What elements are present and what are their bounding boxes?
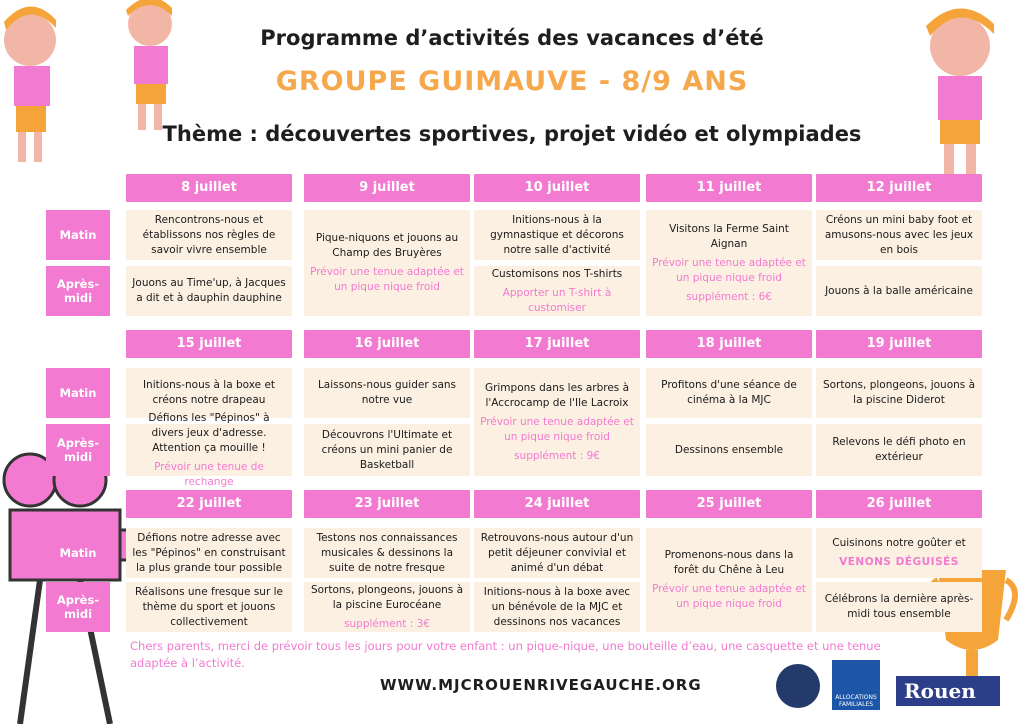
day-header: 23 juillet [304,490,470,518]
activity-cell-apres-midi [474,266,640,316]
activity-text: Visitons la Ferme Saint Aignan [669,222,789,250]
activity-text: Jouons au Time'up, à Jacques a dit et à dauphin dauphine [132,277,286,304]
website-url[interactable]: WWW.MJCROUENRIVEGAUCHE.ORG [380,676,702,694]
activity-text: Testons nos connaissances musicales & dessinons la suite de notre fresque [316,531,458,574]
activity-note: Apporter un T-shirt à customiser [502,286,612,314]
slot-label-apres-midi: Après-midi [46,266,110,316]
activity-cell-matin [304,528,470,578]
slot-label-matin: Matin [46,368,110,418]
activity-note: Prévoir une tenue adaptée et un pique nique froid [652,583,806,610]
activity-cell-apres-midi [126,411,292,488]
rouen-logo: Rouen [896,676,1000,706]
day-header: 8 juillet [126,174,292,202]
activity-text: Initions-nous à la boxe et créons notre drapeau [142,379,276,406]
activity-text: Retrouvons-nous autour d'un petit déjeuner convivial et animé d'un débat [480,531,634,574]
activity-cell-matin [816,528,982,578]
activity-text: Créons un mini baby foot et amusons-nous avec les jeux en bois [824,213,974,256]
activity-note: Prévoir une tenue adaptée et un pique nique froid [310,266,464,293]
activity-note: supplément : 9€ [514,449,600,462]
activity-note: supplément : 3€ [344,617,430,630]
activity-text: Défions notre adresse avec les "Pépinos" en construisant la plus grande tour possible [132,531,286,574]
day-header: 22 juillet [126,490,292,518]
activity-cell-full-day [474,368,640,476]
activity-text: Pique-niquons et jouons au Champ des Bruyères [315,232,459,259]
day-header: 15 juillet [126,330,292,358]
program-title: Programme d’activités des vacances d’été [260,26,764,50]
activity-cell-matin [304,368,470,418]
activity-cell-apres-midi [126,582,292,632]
activity-text: Promenons-nous dans la forêt du Chêne à Leu [664,549,794,576]
activity-text: Sortons, plongeons, jouons à la piscine Eurocéane [310,583,464,611]
activity-text: Laissons-nous guider sans notre vue [317,379,457,406]
day-header: 16 juillet [304,330,470,358]
activity-cell-matin [126,210,292,260]
activity-cell-apres-midi [816,266,982,316]
activity-text: Jouons à la balle américaine [825,284,973,297]
day-header: 10 juillet [474,174,640,202]
activity-note: supplément : 6€ [686,290,772,303]
activity-cell-apres-midi [126,266,292,316]
activity-text: Célébrons la dernière après-midi tous ensemble [824,593,974,620]
day-header: 9 juillet [304,174,470,202]
activity-cell-full-day [646,528,812,632]
caf-logo [832,660,880,710]
slot-label-matin: Matin [46,210,110,260]
day-header: 11 juillet [646,174,812,202]
activity-text: Sortons, plongeons, jouons à la piscine Diderot [822,379,976,406]
slot-label-matin: Matin [46,528,110,578]
activity-cell-apres-midi [304,424,470,476]
group-title: GROUPE GUIMAUVE - 8/9 ANS [275,66,749,97]
activity-text: Cuisinons notre goûter et [832,537,966,549]
activity-text: Initions-nous à la gymnastique et décorons notre salle d'activité [490,213,624,256]
activity-note: Prévoir une tenue adaptée et un pique nique froid [480,415,634,443]
caf-logo-text: ALLOCATIONS FAMILIALES [835,694,877,708]
activity-cell-matin [474,210,640,260]
activity-text: Rencontrons-nous et établissons nos règles de savoir vivre ensemble [142,213,276,256]
day-header: 19 juillet [816,330,982,358]
slot-label-apres-midi: Après-midi [46,424,110,476]
mjc-logo [776,664,820,708]
activity-cell-full-day [646,210,812,316]
day-header: 18 juillet [646,330,812,358]
activity-text: Profitons d'une séance de cinéma à la MJC [661,379,797,406]
activity-cell-apres-midi [646,424,812,476]
activity-cell-matin [646,368,812,418]
activity-cell-apres-midi [304,582,470,632]
activity-cell-matin [816,210,982,260]
activity-cell-apres-midi [816,582,982,632]
activity-text: Défions les "Pépinos" à divers jeux d'adresse. Attention ça mouille ! [148,411,270,454]
activity-note: Prévoir une tenue de rechange [154,460,264,488]
activity-text: Initions-nous à la boxe avec un bénévole de la MJC et dessinons nos vacances [483,585,631,628]
activity-cell-apres-midi [816,424,982,476]
activity-cell-full-day [304,210,470,316]
day-header: 25 juillet [646,490,812,518]
activity-note: Prévoir une tenue adaptée et un pique nique froid [652,256,806,284]
activity-cell-matin [474,528,640,578]
activity-text: Découvrons l'Ultimate et créons un mini panier de Basketball [321,428,453,471]
day-header: 26 juillet [816,490,982,518]
activity-text: Grimpons dans les arbres à l'Accrocamp de l'Ile Lacroix [484,381,630,409]
activity-text: Relevons le défi photo en extérieur [832,436,966,463]
activity-text: Réalisons une fresque sur le thème du sport et jouons collectivement [134,585,283,628]
activity-text: Dessinons ensemble [674,443,784,456]
activity-cell-matin [816,368,982,418]
day-header: 17 juillet [474,330,640,358]
theme-title: Thème : découvertes sportives, projet vidéo et olympiades [162,122,862,146]
day-header: 12 juillet [816,174,982,202]
activity-cell-matin [126,528,292,578]
day-header: 24 juillet [474,490,640,518]
activity-highlight: VENONS DÉGUISÉS [839,556,959,568]
activity-text: Customisons nos T-shirts [491,267,623,280]
parents-note: Chers parents, merci de prévoir tous les jours pour votre enfant : un pique-nique, une bouteille d’eau, une casquette et une tenue adaptée à l’activité. [130,639,881,670]
slot-label-apres-midi: Après-midi [46,582,110,632]
activity-cell-apres-midi [474,582,640,632]
